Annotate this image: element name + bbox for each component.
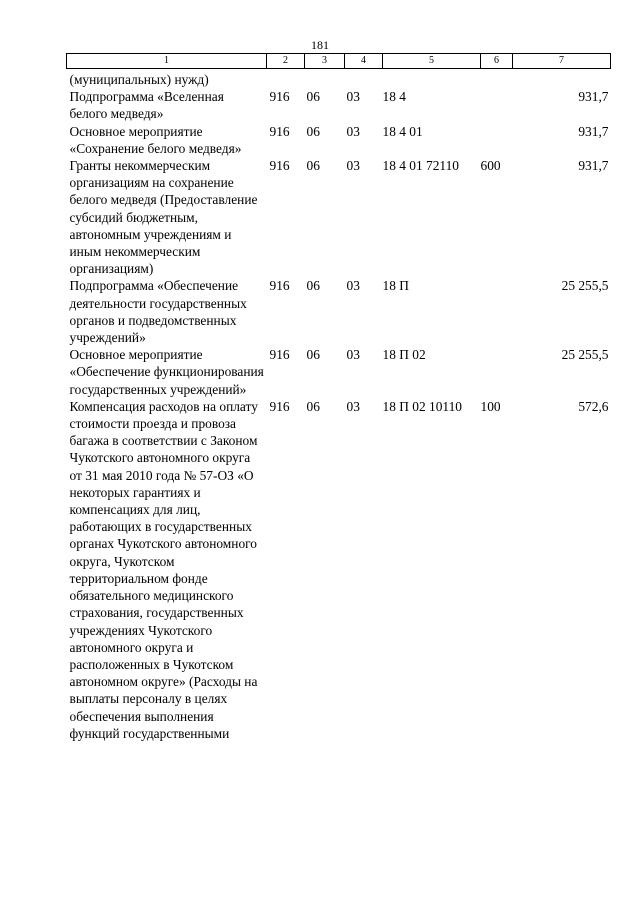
row-amount: 25 255,5 — [561, 347, 609, 363]
row-name: Компенсация расходов на оплату стоимости проезда и провоза багажа в соответствии с Законом Чукотского автономного округа от 31 мая 2010 года № 57-ОЗ «О некоторых гарантиях и компенсациях для лиц, работающих в государственных органах Чукотского автономного округа, Чукотском территориальном фонде обязательного медицинского страхования, государственных учреждениях Чукотского автономного округа и расположенных в Чукотском автономном округе» (Расходы на выплаты персоналу в целях обеспечения выполнения функций государственными — [69, 398, 258, 741]
row-subsection: 03 — [346, 158, 360, 174]
row-subsection: 03 — [346, 123, 360, 139]
row-amount: 931,7 — [578, 158, 609, 174]
row-name: Основное мероприятие «Сохранение белого медведя» — [69, 123, 242, 156]
header-col-2: 2 — [267, 54, 305, 69]
header-col-4: 4 — [345, 54, 383, 69]
row-expense-type: 100 — [480, 398, 501, 414]
row-target-article: 18 П — [382, 278, 409, 294]
header-row — [67, 54, 611, 69]
row-section: 06 — [306, 89, 320, 105]
row-subsection: 03 — [346, 89, 360, 105]
table-row — [67, 123, 611, 157]
row-target-article: 18 4 01 72110 — [382, 158, 459, 174]
row-amount: 931,7 — [578, 123, 609, 139]
row-target-article — [383, 69, 481, 89]
header-col-1: 1 — [67, 54, 267, 69]
row-section: 06 — [306, 123, 320, 139]
row-section: 06 — [306, 158, 320, 174]
row-name: Гранты некоммерческим организациям на сохранение белого медведя (Предоставление субсидий бюджетным, автономным учреждениям и иным некоммерческим организациям) — [69, 158, 258, 277]
table-header — [67, 54, 611, 69]
row-amount — [513, 69, 611, 89]
row-subsection: 03 — [346, 398, 360, 414]
row-section: 06 — [306, 347, 320, 363]
table-row — [67, 346, 611, 398]
row-name: Основное мероприятие «Обеспечение функционирования государственных учреждений» — [69, 347, 264, 397]
header-col-3: 3 — [305, 54, 345, 69]
table-row — [67, 69, 611, 89]
row-expense-type: 600 — [480, 158, 501, 174]
row-amount: 572,6 — [578, 398, 609, 414]
row-section: 06 — [306, 398, 320, 414]
row-name: Подпрограмма «Вселенная белого медведя» — [69, 89, 224, 122]
row-subsection: 03 — [346, 347, 360, 363]
table-row — [67, 157, 611, 277]
row-ministry: 916 — [269, 123, 290, 139]
row-name: Подпрограмма «Обеспечение деятельности государственных органов и подведомственных учреждений» — [69, 278, 247, 346]
row-ministry — [267, 69, 305, 89]
row-name: (муниципальных) нужд) — [69, 72, 209, 87]
table-body — [67, 69, 611, 742]
row-target-article: 18 4 — [382, 89, 406, 105]
header-col-7: 7 — [513, 54, 611, 69]
row-amount: 931,7 — [578, 89, 609, 105]
row-expense-type — [481, 123, 513, 157]
table-row — [67, 398, 611, 742]
row-ministry: 916 — [269, 89, 290, 105]
row-section — [305, 69, 345, 89]
budget-table — [66, 53, 611, 742]
row-subsection — [345, 69, 383, 89]
row-ministry: 916 — [269, 398, 290, 414]
header-col-5: 5 — [383, 54, 481, 69]
page-number: 181 — [311, 38, 329, 52]
header-col-6: 6 — [481, 54, 513, 69]
row-target-article: 18 П 02 10110 — [382, 398, 462, 414]
row-ministry: 916 — [269, 158, 290, 174]
row-section: 06 — [306, 278, 320, 294]
row-ministry: 916 — [269, 347, 290, 363]
table-row — [67, 277, 611, 346]
table-row — [67, 88, 611, 122]
row-expense-type — [481, 88, 513, 122]
row-target-article: 18 4 01 — [382, 123, 423, 139]
row-expense-type — [481, 277, 513, 346]
row-amount: 25 255,5 — [561, 278, 609, 294]
row-expense-type — [481, 346, 513, 398]
row-expense-type — [481, 69, 513, 89]
row-ministry: 916 — [269, 278, 290, 294]
row-subsection: 03 — [346, 278, 360, 294]
row-target-article: 18 П 02 — [382, 347, 426, 363]
